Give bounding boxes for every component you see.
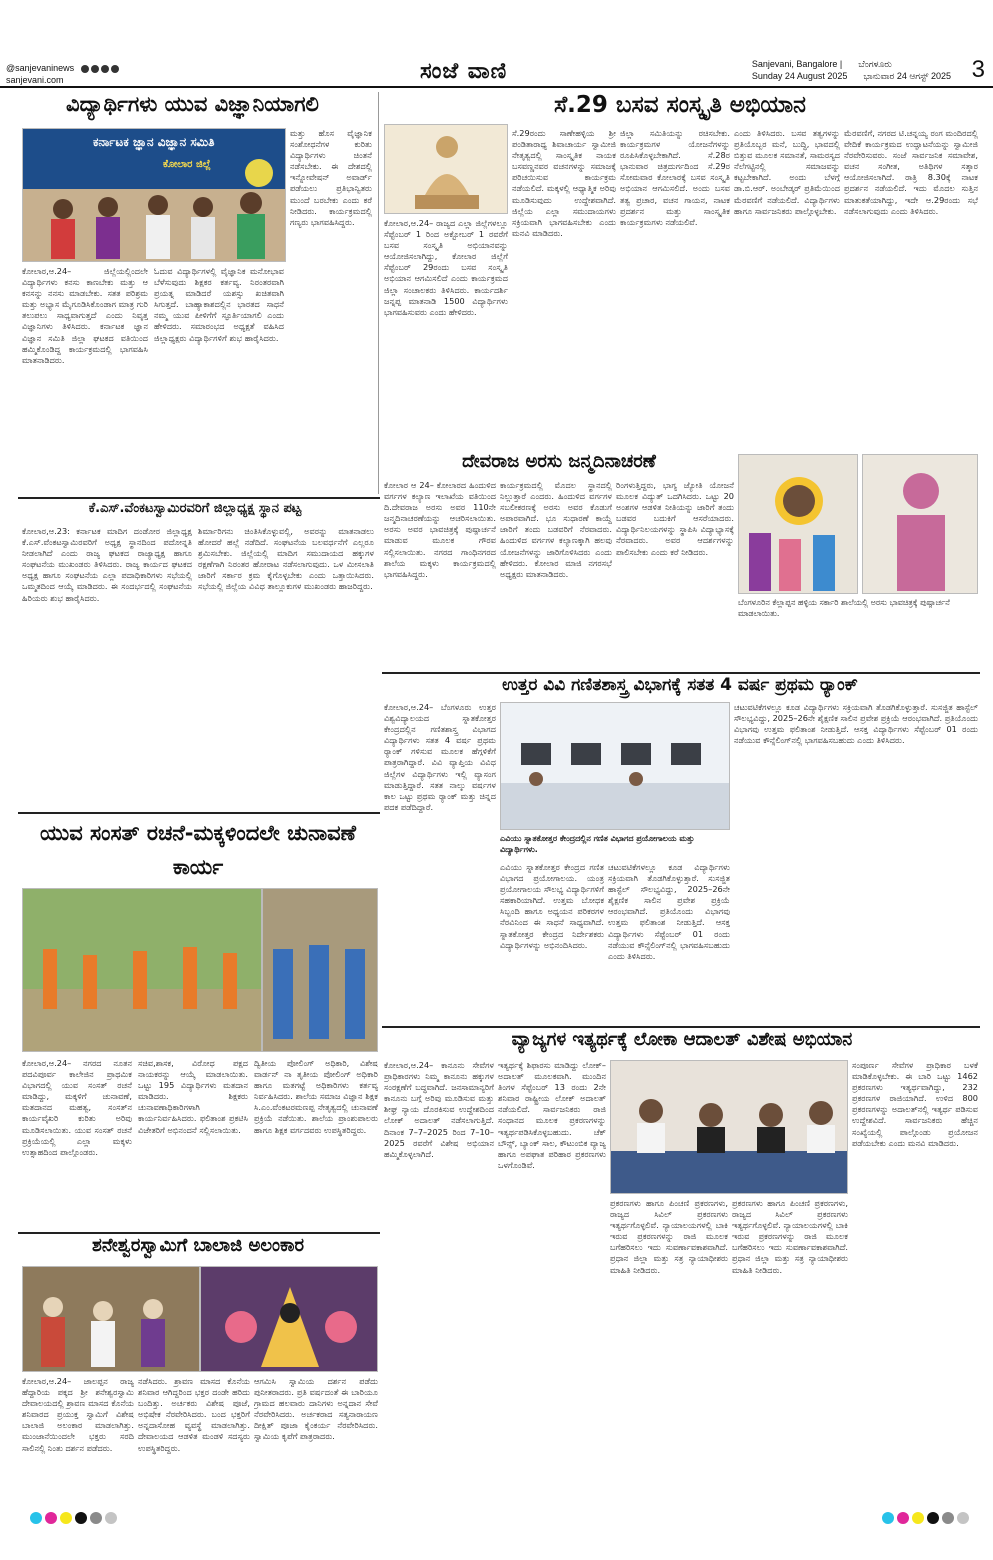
math-lab-photo xyxy=(500,702,730,830)
youth-body-col1: ಕೋಲಾರ,ಆ.24– ನಗರದ ನೂತನ ಪದವಿಪೂರ್ವ ಕಾಲೇಜಿನ ಪ್ರಾಥಮಿಕ ವಿಭಾಗದಲ್ಲಿ ಯುವ ಸಂಸತ್ ರಚನೆ ಮಾಡಿದ್ದು, ಮಕ್ಕಳಿಗೆ ಚುನಾವಣೆ, ಮತದಾನದ ಮಹತ್ವ, ಸಂಸತ್‌ನ ಕಾರ್ಯವೈಖರಿ ಕುರಿತು ಅರಿವು ಮೂಡಿಸಲಾಯಿತು. ಯುವ ಸಂಸತ್ ರಚನೆ ಪ್ರಕ್ರಿಯೆಯಲ್ಲಿ ಎಲ್ಲಾ ಮಕ್ಕಳು ಉತ್ಸಾಹದಿಂದ ಪಾಲ್ಗೊಂಡರು. xyxy=(22,1058,132,1157)
basava-body-col1: ಕೋಲಾರ,ಆ.24– ರಾಜ್ಯದ ಎಲ್ಲಾ ಜಿಲ್ಲೆಗಳಲ್ಲೂ ಸೆಪ್ಟೆಂಬರ್ 1 ರಿಂದ ಅಕ್ಟೋಬರ್ 1 ರವರೆಗೆ ಬಸವ ಸಂಸ್ಕೃತಿ ಅಭಿಯಾನವನ್ನು ಆಯೋಜಿಸಲಾಗಿದ್ದು, ಕೋಲಾರ ಜಿಲ್ಲೆಗೆ ಸೆಪ್ಟೆಂಬರ್ 29ರಂದು ಬಸವ ಸಂಸ್ಕೃತಿ ಅಭಿಯಾನ ಆಗಮಿಸಲಿದೆ ಎಂದು ಕಾರ್ಯಕ್ರಮದ ಜಿಲ್ಲಾ ಸಂಚಾಲಕರು ತಿಳಿಸಿದರು. ಕಾರ್ಯದರ್ಶಿ ಜನ್ನಪ್ಪ ಮಾತನಾಡಿ 1500 ವಿದ್ಯಾರ್ಥಿಗಳು ಭಾಗವಹಿಸುವರು ಎಂದು ಹೇಳಿದರು. xyxy=(384,218,508,317)
black-mark xyxy=(75,1512,87,1524)
masthead-right xyxy=(752,58,951,82)
shaneshwara-body-col1: ಕೋಲಾರ,ಆ.24– ಜಾಲಪ್ಪನ ರಾಜ್ಯ ಹೆದ್ದಾರಿಯ ಪಕ್ಕದ ಶ್ರೀ ಶನೇಶ್ವರಸ್ವಾಮಿ ದೇವಾಲಯದಲ್ಲಿ ಶ್ರಾವಣ ಮಾಸದ ಕೊನೆಯ ಶನಿವಾರದ ಪ್ರಯುಕ್ತ ಸ್ವಾಮಿಗೆ ವಿಶೇಷ ಬಾಲಾಜಿ ಅಲಂಕಾರ ಮಾಡಲಾಗಿತ್ತು. ಮುಂಜಾನೆಯಿಂದಲೇ ಭಕ್ತರು ಸರದಿ ಸಾಲಿನಲ್ಲಿ ನಿಂತು ದರ್ಶನ ಪಡೆದರು. xyxy=(22,1376,134,1453)
math-body-col3a: ಚಟುವಟಿಕೆಗಳಲ್ಲೂ ಕೂಡ ವಿದ್ಯಾರ್ಥಿಗಳು ಸಕ್ರಿಯವಾಗಿ ತೊಡಗಿಕೊಳ್ಳುತ್ತಾರೆ. ಸುಸಜ್ಜಿತ ಹಾಸ್ಟೆಲ್ ಸೌಲಭ್ಯವಿದ್ದು, 2025–26ನೇ ಶೈಕ್ಷಣಿಕ ಸಾಲಿನ ಪ್ರವೇಶ ಪ್ರಕ್ರಿಯೆ ಆರಂಭವಾಗಿದೆ. ಪ್ರತಿಯೊಂದು ವಿಭಾಗವು ಉತ್ತಮ ಫಲಿತಾಂಶ ನೀಡುತ್ತಿದೆ. ಆಸಕ್ತ ವಿದ್ಯಾರ್ಥಿಗಳು ಸೆಪ್ಟೆಂಬರ್ 01 ರಂದು ನಡೆಯುವ ಕೌನ್ಸೆಲಿಂಗ್‌ನಲ್ಲಿ ಭಾಗವಹಿಸಬಹುದು ಎಂದು ತಿಳಿಸಿದರು. xyxy=(608,862,730,961)
newspaper-logo: ಸಂಜೆ ವಾಣಿ xyxy=(420,58,508,84)
social-handle: @sanjevaninews xyxy=(6,63,75,73)
devaraj-body-col3: ರಿಂಗಳುತ್ತಿದ್ದರು, ಭಾಗ್ಯ ಜ್ಯೋತಿ ಯೋಜನೆ ಮೂಲಕ ವಿದ್ಯುತ್ ಒದಗಿಸಿದರು. ಒಟ್ಟು 20 ಅಂಶಗಳ ಆಡಳಿತ ನೀತಿಯನ್ನು ಜಾರಿಗೆ ತಂದು ಬಡವರ ಬದುಕಿಗೆ ಆಸರೆಯಾದರು. ವಿದ್ಯಾರ್ಥಿನಿಲಯಗಳನ್ನು ಸ್ಥಾಪಿಸಿ ವಿದ್ಯಾಭ್ಯಾಸಕ್ಕೆ ನೆರವಾದರು. ಅವರ ಆದರ್ಶಗಳನ್ನು ಪಾಲಿಸಬೇಕು ಎಂದು ಕರೆ ನೀಡಿದರು. xyxy=(616,480,734,557)
devaraj-photo-caption: ಬೆಂಗಳೂರಿನ ಕೆಲ್ಲಾಪ್ಪನ ಹಳ್ಳಿಯ ಸರ್ಕಾರಿ ಶಾಲೆಯಲ್ಲಿ ಅರಸು ಭಾವಚಿತ್ರಕ್ಕೆ ಪುಷ್ಪಾರ್ಚನೆ ಮಾಡಲಾಯಿತು. xyxy=(738,598,950,618)
shaneshwara-devotees-photo xyxy=(22,1266,200,1372)
devaraj-photo-right xyxy=(862,454,978,594)
x-icon[interactable] xyxy=(91,65,99,73)
shaneshwara-body-col2: ನಡೆಸಿದರು. ಶ್ರಾವಣ ಮಾಸದ ಕೊನೆಯ ಶನಿವಾರ ಆಗಿದ್ದರಿಂದ ಭಕ್ತರ ದಂಡೇ ಹರಿದು ಬಂದಿತ್ತು. ಅರ್ಚಕರು ವಿಶೇಷ ಪೂಜೆ, ಅಭಿಷೇಕ ನೆರವೇರಿಸಿದರು. ಬಂದ ಭಕ್ತರಿಗೆ ಅನ್ನದಾಸೋಹ ವ್ಯವಸ್ಥೆ ಮಾಡಲಾಗಿತ್ತು. ದೇವಾಲಯದ ಆಡಳಿತ ಮಂಡಳಿ ಸದಸ್ಯರು ಉಪಸ್ಥಿತರಿದ್ದರು. xyxy=(138,1376,250,1453)
math-body-col2: ಎವಿಯು ಸ್ನಾತಕೋತ್ತರ ಕೇಂದ್ರದ ಗಣಿತ ವಿಭಾಗದ ಪ್ರಯೋಗಾಲಯ. ಯಂತ್ರ ಪ್ರಯೋಗಾಲಯ ಸೌಲಭ್ಯ ವಿದ್ಯಾರ್ಥಿಗಳಿಗೆ ಸಹಕಾರಿಯಾಗಿದೆ. ಉತ್ತಮ ಬೋಧಕ ಸಿಬ್ಬಂದಿ ಹಾಗೂ ಅಧ್ಯಯನ ಪರಿಕರಗಳ ನೆರವಿನಿಂದ ಈ ಸಾಧನೆ ಸಾಧ್ಯವಾಗಿದೆ. ಸ್ನಾತಕೋತ್ತರ ಕೇಂದ್ರದ ನಿರ್ದೇಶಕರು ವಿದ್ಯಾರ್ಥಿಗಳನ್ನು ಅಭಿನಂದಿಸಿದರು. xyxy=(500,862,604,950)
lokadalat-headline: ವ್ಯಾಜ್ಯಗಳ ಇತ್ಯರ್ಥಕ್ಕೆ ಲೋಕಾ ಆದಾಲತ್ ವಿಶೇಷ ಅಭಿಯಾನ xyxy=(511,1029,853,1050)
basava-headline: ಸೆ.29 ಬಸವ ಸಂಸ್ಕೃತಿ ಅಭಿಯಾನ xyxy=(554,92,806,118)
science-banner-text: ಕರ್ನಾಟಕ ಜ್ಞಾನ ವಿಜ್ಞಾನ ಸಮಿತಿ xyxy=(93,135,215,149)
website-link[interactable]: sanjevani.com xyxy=(6,75,64,85)
shaneshwara-headline: ಶನೇಶ್ವರಸ್ವಾಮಿಗೆ ಬಾಲಾಜಿ ಅಲಂಕಾರ xyxy=(92,1235,304,1256)
youth-body-col3: ದ್ವಿತೀಯ ಪೋಲಿಂಗ್ ಅಧಿಕಾರಿ, ವಿಶೇಷ ವಾರ್ಡನ್ ನಾ ತೃತೀಯ ಪೋಲಿಂಗ್ ಅಧಿಕಾರಿ ಹಾಗೂ ಮತಗಟ್ಟೆ ಅಧಿಕಾರಿಗಳು ಕರ್ತವ್ಯ ನಿರ್ವಹಿಸಿದರು. ಶಾಲೆಯ ಸಮಾಜ ವಿಜ್ಞಾನ ಶಿಕ್ಷಕ ಸಿ.ಎಂ.ವೆಂಕಟರಮಣಪ್ಪ ನೇತೃತ್ವದಲ್ಲಿ ಚುನಾವಣೆ ಪ್ರಕ್ರಿಯೆ ನಡೆಯಿತು. ಶಾಲೆಯ ಪ್ರಾಂಶುಪಾಲರು ಹಾಗೂ ಶಿಕ್ಷಕ ವರ್ಗದವರು ಉಪಸ್ಥಿತರಿದ್ದರು. xyxy=(254,1058,378,1135)
magenta-mark xyxy=(45,1512,57,1524)
social-icons xyxy=(81,65,119,73)
science-banner-sub: ಕೋಲಾರ ಜಿಲ್ಲೆ xyxy=(163,159,211,170)
students-illustration xyxy=(863,455,978,594)
lab-illustration xyxy=(501,703,730,830)
science-body-col3: ಮತ್ತು ಹೊಸ ವೈಜ್ಞಾನಿಕ ಸಂಶೋಧನೆಗಳ ಕುರಿತು ವಿದ್ಯಾರ್ಥಿಗಳು ಚಿಂತನೆ ನಡೆಸಬೇಕು. ಈ ದೇಶದಲ್ಲಿ ಇನ್ನೋವೇಷನ್ ಅವಾರ್ಡ್ ಪಡೆಯಲು ಪ್ರತಿಭಾನ್ವಿತರು ಮುಂದೆ ಬರಬೇಕು ಎಂದು ಕರೆ ನೀಡಿದರು. ಕಾರ್ಯಕ್ರಮದಲ್ಲಿ ಗಣ್ಯರು ಭಾಗವಹಿಸಿದ್ದರು. xyxy=(290,128,372,227)
lokadalat-body-col3: ಪ್ರಕರಣಗಳು ಹಾಗೂ ಪಿಂಚಣಿ ಪ್ರಕರಣಗಳು, ರಾಜ್ಯದ ಸಿವಿಲ್ ಪ್ರಕರಣಗಳು ಇತ್ಯರ್ಥಗೊಳ್ಳಲಿವೆ. ನ್ಯಾಯಾಲಯಗಳಲ್ಲಿ ಬಾಕಿ ಇರುವ ಪ್ರಕರಣಗಳನ್ನು ರಾಜಿ ಮೂಲಕ ಬಗೆಹರಿಸಲು ಇದು ಸುವರ್ಣಾವಕಾಶವಾಗಿದೆ. ಪ್ರಧಾನ ಜಿಲ್ಲಾ ಮತ್ತು ಸತ್ರ ನ್ಯಾಯಾಧೀಶರು ಮಾಹಿತಿ ನೀಡಿದರು. xyxy=(610,1198,728,1275)
date-english: Sunday 24 August 2025 xyxy=(751,71,848,81)
grey-mark xyxy=(942,1512,954,1524)
column-divider xyxy=(378,92,379,494)
grey-mark xyxy=(90,1512,102,1524)
basava-body-col5: ಮೆರವಣಿಗೆ, ನಗರದ ಟಿ.ಚನ್ನಯ್ಯ ರಂಗ ಮಂದಿರದಲ್ಲಿ ವೇದಿಕೆ ಕಾರ್ಯಕ್ರಮದ ಉದ್ಘಾಟನೆಯನ್ನು ಸ್ವಾಮೀಜಿ ನೆರವೇರಿಸುವರು. ಸಂಜೆ ಸಾರ್ವಜನಿಕ ಸಮಾವೇಶ, ವಚನ ಸಂಗೀತ, ಅತಿಥಿಗಳ ಸತ್ಕಾರ ಆಯೋಜಿಸಲಾಗಿದೆ. ರಾತ್ರಿ 8.30ಕ್ಕೆ ನಾಟಕ ಪ್ರದರ್ಶನ ನಡೆಯಲಿದೆ. ಇದು ಮೊದಲ ಸುತ್ತಿನ ಮಾತುಕತೆಯಾಗಿದ್ದು, ಇದೇ ಆ.29ರಂದು ಸಭೆ ನಡೆಸಲಾಗುವುದು ಎಂದು ತಿಳಿಸಿದರು. xyxy=(844,128,978,216)
devaraj-body-col2: ಕಾರ್ಯಕ್ರಮದಲ್ಲಿ ಮೊದಲ ಸ್ಥಾನದಲ್ಲಿ ನಿಲ್ಲುತ್ತಾರೆ ಎಂದರು. ಹಿಂದುಳಿದ ವರ್ಗಗಳ ಸಬಲೀಕರಣಕ್ಕೆ ಅರಸು ಅವರ ಕೊಡುಗೆ ಅಪಾರವಾಗಿದೆ. ಭೂ ಸುಧಾರಣೆ ಕಾಯ್ದೆ ಜಾರಿಗೆ ತಂದು ಬಡವರಿಗೆ ನೆರವಾದರು. ಹಿಂದುಳಿದ ವರ್ಗಗಳ ಕಲ್ಯಾಣಕ್ಕಾಗಿ ಹಲವು ಯೋಜನೆಗಳನ್ನು ಜಾರಿಗೊಳಿಸಿದರು ಎಂದು ಹೇಳಿದರು. ಕೋಲಾರ ಮಾಜಿ ನಗರಸಭೆ ಅಧ್ಯಕ್ಷರು ಮಾತನಾಡಿದರು. xyxy=(500,480,612,579)
youth-students-photo xyxy=(262,888,378,1052)
math-body-col1: ಕೋಲಾರ,ಆ.24– ಬೆಂಗಳೂರು ಉತ್ತರ ವಿಶ್ವವಿದ್ಯಾಲಯದ ಸ್ನಾತಕೋತ್ತರ ಕೇಂದ್ರದಲ್ಲಿನ ಗಣಿತಶಾಸ್ತ್ರ ವಿಭಾಗದ ವಿದ್ಯಾರ್ಥಿಗಳು ಸತತ 4 ವರ್ಷ ಪ್ರಥಮ ರ್‍ಯಾಂಕ್ ಗಳಿಸುವ ಮೂಲಕ ಹೆಗ್ಗಳಿಕೆಗೆ ಪಾತ್ರರಾಗಿದ್ದಾರೆ. ವಿವಿ ವ್ಯಾಪ್ತಿಯ ವಿವಿಧ ಜಿಲ್ಲೆಗಳ ವಿದ್ಯಾರ್ಥಿಗಳು ಇಲ್ಲಿ ವ್ಯಾಸಂಗ ಮಾಡುತ್ತಿದ್ದಾರೆ. ಸತತ ನಾಲ್ಕು ವರ್ಷಗಳ ಕಾಲ ಒಟ್ಟು ಪ್ರಥಮ ರ್‍ಯಾಂಕ್ ಮತ್ತು ಚಿನ್ನದ ಪದಕ ಪಡೆದಿದ್ದಾರೆ. xyxy=(384,702,496,812)
math-photo-caption: ಎವಿಯು ಸ್ನಾತಕೋತ್ತರ ಕೇಂದ್ರದಲ್ಲಿನ ಗಣಿತ ವಿಭಾಗದ ಪ್ರಯೋಗಾಲಯ ಮತ್ತು ವಿದ್ಯಾರ್ಥಿಗಳು. xyxy=(500,834,695,854)
idol-illustration xyxy=(201,1267,378,1372)
devaraj-photo-left xyxy=(738,454,858,594)
light-grey-mark xyxy=(105,1512,117,1524)
section-rule xyxy=(382,1026,980,1028)
yellow-mark xyxy=(912,1512,924,1524)
edition-label: Sanjevani, Bangalore | xyxy=(751,59,843,69)
section-rule xyxy=(18,1232,380,1234)
date-kannada: ಭಾನುವಾರ 24 ಆಗಸ್ಟ್ 2025 xyxy=(863,71,951,81)
math-body-col3: ಚಟುವಟಿಕೆಗಳಲ್ಲೂ ಕೂಡ ವಿದ್ಯಾರ್ಥಿಗಳು ಸಕ್ರಿಯವಾಗಿ ತೊಡಗಿಕೊಳ್ಳುತ್ತಾರೆ. ಸುಸಜ್ಜಿತ ಹಾಸ್ಟೆಲ್ ಸೌಲಭ್ಯವಿದ್ದು, 2025–26ನೇ ಶೈಕ್ಷಣಿಕ ಸಾಲಿನ ಪ್ರವೇಶ ಪ್ರಕ್ರಿಯೆ ಆರಂಭವಾಗಿದೆ. ಪ್ರತಿಯೊಂದು ವಿಭಾಗವು ಉತ್ತಮ ಫಲಿತಾಂಶ ನೀಡುತ್ತಿದೆ. ಆಸಕ್ತ ವಿದ್ಯಾರ್ಥಿಗಳು ಸೆಪ್ಟೆಂಬರ್ 01 ರಂದು ನಡೆಯುವ ಕೌನ್ಸೆಲಿಂಗ್‌ನಲ್ಲಿ ಭಾಗವಹಿಸಬಹುದು ಎಂದು ತಿಳಿಸಿದರು. xyxy=(734,702,978,746)
shaneshwara-idol-photo xyxy=(200,1266,378,1372)
lokadalat-body-col3b: ಪ್ರಕರಣಗಳು ಹಾಗೂ ಪಿಂಚಣಿ ಪ್ರಕರಣಗಳು, ರಾಜ್ಯದ ಸಿವಿಲ್ ಪ್ರಕರಣಗಳು ಇತ್ಯರ್ಥಗೊಳ್ಳಲಿವೆ. ನ್ಯಾಯಾಲಯಗಳಲ್ಲಿ ಬಾಕಿ ಇರುವ ಪ್ರಕರಣಗಳನ್ನು ರಾಜಿ ಮೂಲಕ ಬಗೆಹರಿಸಲು ಇದು ಸುವರ್ಣಾವಕಾಶವಾಗಿದೆ. ಪ್ರಧಾನ ಜಿಲ್ಲಾ ಮತ್ತು ಸತ್ರ ನ್ಯಾಯಾಧೀಶರು ಮಾಹಿತಿ ನೀಡಿದರು. xyxy=(732,1198,848,1275)
yellow-mark xyxy=(60,1512,72,1524)
lokadalat-body-col2: ಇತ್ಯರ್ಥಕ್ಕೆ ಶಿಫಾರಸು ಮಾಡಿದ್ದು ಲೋಕ್–ಅದಾಲತ್ ಮೂಲಕವಾಗಿ. ಮುಂದಿನ ತಿಂಗಳ ಸೆಪ್ಟೆಂಬರ್ 13 ರಂದು 2ನೇ ಶನಿವಾರ ರಾಷ್ಟ್ರೀಯ ಲೋಕ್ ಅದಾಲತ್ ನಡೆಯಲಿದೆ. ಸಾರ್ವಜನಿಕರು ರಾಜಿ ಸಂಧಾನದ ಮೂಲಕ ಪ್ರಕರಣಗಳನ್ನು ಇತ್ಯರ್ಥಪಡಿಸಿಕೊಳ್ಳಬಹುದು. ಚೆಕ್ ಬೌನ್ಸ್, ಬ್ಯಾಂಕ್ ಸಾಲ, ಕೌಟುಂಬಿಕ ವ್ಯಾಜ್ಯ ಹಾಗೂ ಅಪಘಾತ ಪರಿಹಾರ ಪ್ರಕರಣಗಳು ಒಳಗೊಂಡಿವೆ. xyxy=(498,1060,606,1170)
venkataswamy-body-col2: ಶಿರ್ಮಾರಿಗನು ಚಿಂತಿಸಿಕೊಳ್ಳುವಲ್ಲಿ, ಅವರನ್ನು ಮಾತನಾಡಲು ಹೋದರೆ ಹಲ್ಲೆ ನಡೆದಿದೆ. ಸಂಘಟನೆಯ ಬಲವರ್ಧನೆಗೆ ಎಲ್ಲರೂ ಶ್ರಮಿಸಬೇಕು. ಜಿಲ್ಲೆಯಲ್ಲಿ ಮಾದಿಗ ಸಮುದಾಯದ ಹಕ್ಕುಗಳ ರಕ್ಷಣೆಗಾಗಿ ನಿರಂತರ ಹೋರಾಟ ನಡೆಸಲಾಗುವುದು. ಒಳ ಮೀಸಲಾತಿ ಜಾರಿಗೆ ಸರ್ಕಾರ ಕ್ರಮ ಕೈಗೊಳ್ಳಬೇಕು ಎಂದು ಒತ್ತಾಯಿಸಿದರು. ಸಭೆಯಲ್ಲಿ ಜಿಲ್ಲೆಯ ವಿವಿಧ ತಾಲ್ಲೂಕುಗಳ ಮುಖಂಡರು ಹಾಜರಿದ್ದರು. xyxy=(198,526,374,592)
science-body-col1: ಕೋಲಾರ,ಆ.24– ಜಿಲ್ಲೆಯಲ್ಲಿಂದಲೇ ವಿದ್ಯಾರ್ಥಿಗಳು ಕನಸು ಕಾಣಬೇಕು ಮತ್ತು ಆ ಕನಸನ್ನು ನನಸು ಮಾಡಬೇಕು. ಸತತ ಪರಿಶ್ರಮ ಮತ್ತು ಅಭ್ಯಾಸ ಮೈಗೂಡಿಸಿಕೊಂಡಾಗ ಮಾತ್ರ ಗುರಿ ತಲುಪಲು ಸಾಧ್ಯವಾಗುತ್ತದೆ ಎಂದು ನಿವೃತ್ತ ವಿಜ್ಞಾನಿಗಳು ತಿಳಿಸಿದರು. ಕರ್ನಾಟಕ ಜ್ಞಾನ ವಿಜ್ಞಾನ ಸಮಿತಿ ಜಿಲ್ಲಾ ಘಟಕದ ವತಿಯಿಂದ ಹಮ್ಮಿಕೊಂಡಿದ್ದ ಕಾರ್ಯಕ್ರಮದಲ್ಲಿ ಭಾಗವಹಿಸಿ ಮಾತನಾಡಿದರು. xyxy=(22,266,148,365)
masthead-left xyxy=(6,62,119,86)
section-rule xyxy=(18,497,380,499)
devotees-illustration xyxy=(23,1267,200,1372)
basava-statue-illustration xyxy=(385,125,508,214)
science-event-photo xyxy=(22,128,286,262)
masthead-rule xyxy=(0,86,993,88)
lokadalat-event-photo xyxy=(610,1060,848,1194)
masthead xyxy=(0,0,993,90)
science-body-col2: ಓದುವ ವಿದ್ಯಾರ್ಥಿಗಳಲ್ಲಿ ವೈಜ್ಞಾನಿಕ ಮನೋಭಾವ ಬೆಳೆಸುವುದು ಶಿಕ್ಷಕರ ಕರ್ತವ್ಯ. ನಿರಂತರವಾಗಿ ಪ್ರಯತ್ನ ಮಾಡಿದರೆ ಯಶಸ್ಸು ಖಚಿತವಾಗಿ ಸಿಗುತ್ತದೆ. ಬಾಹ್ಯಾಕಾಶದಲ್ಲಿನ ಭಾರತದ ಸಾಧನೆ ನಮ್ಮ ಯುವ ಪೀಳಿಗೆಗೆ ಸ್ಫೂರ್ತಿಯಾಗಲಿ ಎಂದು ಹೇಳಿದರು. ಸಮಾರಂಭದ ಅಧ್ಯಕ್ಷತೆ ವಹಿಸಿದ ಜಿಲ್ಲಾಧ್ಯಕ್ಷರು ವಿದ್ಯಾರ್ಥಿಗಳಿಗೆ ಶುಭ ಹಾರೈಸಿದರು. xyxy=(154,266,284,343)
section-rule xyxy=(18,812,380,814)
devaraj-headline: ದೇವರಾಜ ಅರಸು ಜನ್ಮದಿನಾಚರಣೆ xyxy=(384,452,734,473)
lokadalat-body-col1: ಕೋಲಾರ,ಆ.24– ಕಾನೂನು ಸೇವೆಗಳ ಪ್ರಾಧಿಕಾರಗಳು ನಿಮ್ಮ ಕಾನೂನು ಹಕ್ಕುಗಳ ಸಂರಕ್ಷಣೆಗೆ ಬದ್ಧವಾಗಿದೆ. ಜನಸಾಮಾನ್ಯರಿಗೆ ಕಾನೂನು ಬಗ್ಗೆ ಅರಿವು ಮೂಡಿಸುವ ಮತ್ತು ಶೀಘ್ರ ನ್ಯಾಯ ದೊರಕಿಸುವ ಉದ್ದೇಶದಿಂದ ಲೋಕ್ ಅದಾಲತ್ ನಡೆಸಲಾಗುತ್ತಿದೆ. ದಿನಾಂಕ 7–7–2025 ರಿಂದ 7–10–2025 ರವರೆಗೆ ವಿಶೇಷ ಅಭಿಯಾನ ಹಮ್ಮಿಕೊಳ್ಳಲಾಗಿದೆ. xyxy=(384,1060,494,1159)
page-number: 3 xyxy=(971,56,985,83)
registration-marks-right xyxy=(882,1512,969,1524)
basava-statue-photo xyxy=(384,124,508,214)
youth-headline: ಯುವ ಸಂಸತ್ ರಚನೆ-ಮಕ್ಕಳಿಂದಲೇ ಚುನಾವಣೆ ಕಾರ್ಯ xyxy=(40,821,356,879)
basava-body-col4: ಎಂದು ತಿಳಿಸಿದರು. ಬಸವ ತತ್ವಗಳನ್ನು ಪ್ರತಿಯೊಬ್ಬರ ಮನೆ, ಬುದ್ಧಿ, ಭಾವದಲ್ಲಿ ಬಿತ್ತುವ ಮೂಲಕ ಸಮಾನತೆ, ಸಾಮರಸ್ಯದ ನೆಲೆಗಟ್ಟಿನಲ್ಲಿ ಸಮಾಜವನ್ನು ಕಟ್ಟಬೇಕಾಗಿದೆ. ಅಂದು ಬೆಳಗ್ಗೆ ಡಾ.ಬಿ.ಆರ್. ಅಂಬೇಡ್ಕರ್ ಪ್ರತಿಮೆಯಿಂದ ಮೆರವಣಿಗೆ ನಡೆಯಲಿದೆ. ವಿದ್ಯಾರ್ಥಿಗಳು ಹಾಗೂ ಸಾರ್ವಜನಿಕರು ಪಾಲ್ಗೊಳ್ಳಬೇಕು. xyxy=(734,128,840,216)
devaraj-portrait-illustration xyxy=(739,455,858,594)
shaneshwara-body-col3: ಆಗಮಿಸಿ ಸ್ವಾಮಿಯ ದರ್ಶನ ಪಡೆದು ಪುನೀತರಾದರು. ಪ್ರತಿ ವರ್ಷದಂತೆ ಈ ಬಾರಿಯೂ ಗ್ರಾಮದ ಹಲವಾರು ದಾನಿಗಳು ಅನ್ನದಾನ ಸೇವೆ ನೆರವೇರಿಸಿದರು. ಅರ್ಚಕರಾದ ಸತ್ಯನಾರಾಯಣ ದೀಕ್ಷಿತ್ ಪೂಜಾ ಕೈಂಕರ್ಯ ನೆರವೇರಿಸಿದರು. ಸ್ವಾಮಿಯ ಕೃಪೆಗೆ ಪಾತ್ರರಾದರು. xyxy=(254,1376,378,1442)
math-headline: ಉತ್ತರ ವಿವಿ ಗಣಿತಶಾಸ್ತ್ರ ವಿಭಾಗಕ್ಕೆ ಸತತ 4 ವರ್ಷ ಪ್ರಥಮ ರ್‍ಯಾಂಕ್ xyxy=(502,675,858,695)
cyan-mark xyxy=(882,1512,894,1524)
basava-body-col2: ಸೆ.29ರಂದು ಸಾಣೇಹಳ್ಳಿಯ ಶ್ರೀ ಪಂಡಿತಾರಾಧ್ಯ ಶಿವಾಚಾರ್ಯ ಸ್ವಾಮೀಜಿ ನೇತೃತ್ವದಲ್ಲಿ ಸಾಂಸ್ಕೃತಿಕ ನಾಯಕ ಬಸವಣ್ಣನವರ ವಚನಗಳನ್ನು ಸಮಾಜಕ್ಕೆ ಪರಿಚಯಿಸುವ ಕಾರ್ಯಕ್ರಮ ನಡೆಯಲಿದೆ. ಮಕ್ಕಳಲ್ಲಿ ಆಧ್ಯಾತ್ಮಿಕ ಅರಿವು ಮೂಡಿಸುವುದು ಉದ್ದೇಶವಾಗಿದೆ. ಜಿಲ್ಲೆಯ ಎಲ್ಲಾ ಸಮುದಾಯಗಳು ಸಕ್ರಿಯವಾಗಿ ಭಾಗವಹಿಸಬೇಕು ಎಂದು ಮನವಿ ಮಾಡಿದರು. xyxy=(512,128,616,238)
youth-body-col2: ಸಚಿವ,ಶಾಸಕ, ವಿರೋಧ ಪಕ್ಷದ ನಾಯಕರನ್ನು ಆಯ್ಕೆ ಮಾಡಲಾಯಿತು. ಒಟ್ಟು 195 ವಿದ್ಯಾರ್ಥಿಗಳು ಮತದಾನ ಮಾಡಿದರು. ಶಿಕ್ಷಕರು ಚುನಾವಣಾಧಿಕಾರಿಗಳಾಗಿ ಕಾರ್ಯನಿರ್ವಹಿಸಿದರು. ಫಲಿತಾಂಶ ಪ್ರಕಟಿಸಿ ವಿಜೇತರಿಗೆ ಅಭಿನಂದನೆ ಸಲ್ಲಿಸಲಾಯಿತು. xyxy=(138,1058,248,1135)
section-rule xyxy=(382,672,980,674)
basava-body-col3: ಜಿಲ್ಲಾ ಸಮಿತಿಯನ್ನು ರಚಿಸಬೇಕು. ಕಾರ್ಯಕ್ರಮಗಳ ಯೋಜನೆಗಳನ್ನು ರೂಪಿಸಿಕೊಳ್ಳಬೇಕಾಗಿದೆ. ಸೆ.28ರ ಭಾನುವಾರ ಚಿತ್ರದುರ್ಗದಿಂದ ಸೆ.29ರ ಸೋಮವಾರ ಕೋಲಾರಕ್ಕೆ ಬಸವ ಸಂಸ್ಕೃತಿ ಅಭಿಯಾನ ಆಗಮಿಸಲಿದೆ. ಅಂದು ಬಸವ ತತ್ವ ಪ್ರಚಾರ, ವಚನ ಗಾಯನ, ನಾಟಕ ಪ್ರದರ್ಶನ ಮತ್ತು ಸಾಂಸ್ಕೃತಿಕ ಕಾರ್ಯಕ್ರಮಗಳು ನಡೆಯಲಿವೆ. xyxy=(620,128,730,227)
venkataswamy-headline: ಕೆ.ಎಸ್.ವೆಂಕಟಸ್ವಾಮಿರವರಿಗೆ ಜಿಲ್ಲಾಧ್ಯಕ್ಷ ಸ್ಥಾನ ಪಟ್ಟ xyxy=(88,501,302,516)
light-grey-mark xyxy=(957,1512,969,1524)
black-mark xyxy=(927,1512,939,1524)
registration-marks-left xyxy=(30,1512,117,1524)
youtube-icon[interactable] xyxy=(111,65,119,73)
students-line-illustration xyxy=(263,889,378,1052)
science-headline: ವಿದ್ಯಾರ್ಥಿಗಳು ಯುವ ವಿಜ್ಞಾನಿಯಾಗಲಿ xyxy=(66,92,319,116)
procession-illustration xyxy=(23,889,262,1052)
magenta-mark xyxy=(897,1512,909,1524)
city-label: ಬೆಂಗಳೂರು xyxy=(858,59,892,69)
youth-procession-photo xyxy=(22,888,262,1052)
facebook-icon[interactable] xyxy=(81,65,89,73)
devaraj-body-col1: ಕೋಲಾರ ಆ 24– ಕೋಲಾರದ ಹಿಂದುಳಿದ ವರ್ಗಗಳ ಕಲ್ಯಾಣ ಇಲಾಖೆಯ ವತಿಯಿಂದ ದಿ.ದೇವರಾಜ ಅರಸು ಅವರ 110ನೇ ಜನ್ಮದಿನಾಚರಣೆಯನ್ನು ಆಚರಿಸಲಾಯಿತು. ಅರಸು ಅವರ ಭಾವಚಿತ್ರಕ್ಕೆ ಪುಷ್ಪಾರ್ಚನೆ ಮಾಡುವ ಮೂಲಕ ಗೌರವ ಸಲ್ಲಿಸಲಾಯಿತು. ನಗರದ ಗಾಂಧಿನಗರದ ಶಾಲೆಯ ಮಕ್ಕಳು ಕಾರ್ಯಕ್ರಮದಲ್ಲಿ ಭಾಗವಹಿಸಿದ್ದರು. xyxy=(384,480,496,579)
lokadalat-body-col4: ಸಂಪೂರ್ಣ ಸೇವೆಗಳ ಪ್ರಾಧಿಕಾರ ಬಳಕೆ ಮಾಡಿಕೊಳ್ಳಬೇಕು. ಈ ಬಾರಿ ಒಟ್ಟು 1462 ಪ್ರಕರಣಗಳು ಇತ್ಯರ್ಥವಾಗಿದ್ದು, 232 ಪ್ರಕರಣಗಳ ರಾಜಿಯಾಗಿದೆ. ಉಳಿದ 800 ಪ್ರಕರಣಗಳನ್ನು ಅದಾಲತ್‌ನಲ್ಲಿ ಇತ್ಯರ್ಥ ಪಡಿಸುವ ಉದ್ದೇಶವಿದೆ. ಸಾರ್ವಜನಿಕರು ಹೆಚ್ಚಿನ ಸಂಖ್ಯೆಯಲ್ಲಿ ಪಾಲ್ಗೊಂಡು ಪ್ರಯೋಜನ ಪಡೆಯಬೇಕು ಎಂದು ಮನವಿ ಮಾಡಿದರು. xyxy=(852,1060,978,1148)
instagram-icon[interactable] xyxy=(101,65,109,73)
officials-illustration xyxy=(611,1061,848,1194)
cyan-mark xyxy=(30,1512,42,1524)
venkataswamy-body-col1: ಕೋಲಾರ,ಆ.23: ಕರ್ನಾಟಕ ಮಾದಿಗ ದಂಡೋರ ಜಿಲ್ಲಾಧ್ಯಕ್ಷ ಕೆ.ಎಸ್.ವೆಂಕಟಸ್ವಾಮಿರವರಿಗೆ ಅಧ್ಯಕ್ಷ ಸ್ಥಾನದಿಂದ ಪದೋನ್ನತಿ ನೀಡಲಾಗಿದೆ ಎಂದು ರಾಜ್ಯ ಘಟಕದ ರಾಜ್ಯಾಧ್ಯಕ್ಷ ಹಾಗೂ ಸಂಘಟನೆಯ ಮುಖಂಡರು ತಿಳಿಸಿದರು. ರಾಜ್ಯ ಕಾರ್ಯದ ಘಟಕದ ಅಧ್ಯಕ್ಷ ಹಾಗೂ ಸಂಘಟನೆಯ ಎಲ್ಲಾ ಪದಾಧಿಕಾರಿಗಳು ಸಭೆಯಲ್ಲಿ ಒಮ್ಮತದಿಂದ ಆಯ್ಕೆ ಮಾಡಿದರು. ಈ ಸಂದರ್ಭದಲ್ಲಿ ಸಂಘಟನೆಯ ಹಿರಿಯರು ಶುಭ ಹಾರೈಸಿದರು. xyxy=(22,526,192,603)
